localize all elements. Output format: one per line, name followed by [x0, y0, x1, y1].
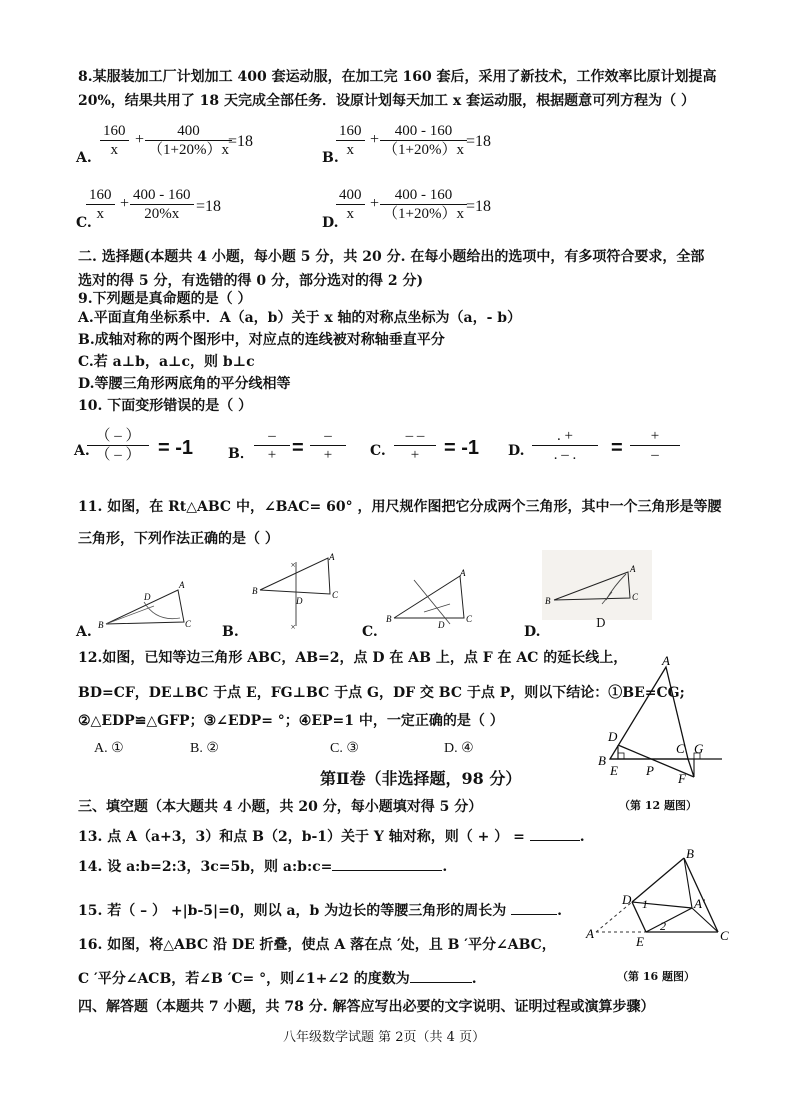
fig12-label-e: E — [610, 763, 618, 778]
fig12-label-g: G — [694, 741, 704, 756]
q8-option-a-rhs: =18 — [228, 133, 254, 150]
q8-option-d-rhs: =18 — [466, 198, 492, 215]
q10-option-a-label: A. — [74, 443, 90, 459]
fig16-label-e: E — [636, 934, 644, 948]
fig11c-label-a: A — [460, 568, 466, 578]
q12-line3: ②△EDP≌△GFP；③∠EDP= °；④EP=1 中，一定正确的是（ ） — [78, 713, 504, 729]
q10-option-b-frac2: – + — [310, 427, 346, 464]
q8-option-b-frac2: $\frac{400 - 160}{(1+20\%)x}$ — [380, 122, 467, 159]
fig11a-label-b: B — [98, 620, 104, 630]
q12-option-d: D. ④ — [444, 741, 474, 756]
q8-option-a-plus: + — [135, 131, 145, 148]
q16-line1: 16. 如图，将△ABC 沿 DE 折叠，使点 A 落在点 ′处，且 B ′平分∠ABC， — [78, 937, 556, 953]
q11-option-b-label: B. — [222, 624, 239, 640]
q9-option-a: A.平面直角坐标系中．A（a，b）关于 x 轴的对称点坐标为（a，- b） — [78, 310, 522, 326]
q8-option-a-label: A. — [76, 150, 92, 166]
q12-option-c: C. ③ — [330, 741, 359, 756]
q8-option-d-frac1: $\frac{400}{x}$ — [336, 186, 365, 223]
q11-option-c-label: C. — [362, 624, 378, 640]
fig16-angle-1: 1 — [642, 897, 648, 911]
fig11a-label-d: D — [144, 592, 151, 602]
fig16-label-a-prime: A′ — [694, 896, 705, 911]
q11-figure-d-caption: D — [596, 616, 606, 630]
fig11d-label-a: A — [630, 564, 636, 574]
q12-option-a: A. ① — [94, 741, 124, 756]
q9-option-c: C.若 a⊥b，a⊥c，则 b⊥c — [78, 354, 255, 370]
fig12-label-d: D — [608, 729, 618, 744]
q10-option-d-label: D. — [508, 443, 525, 459]
q11-option-d-label: D. — [524, 624, 541, 640]
fig16-label-a: A — [586, 926, 594, 941]
fig11c-label-d: D — [438, 620, 445, 630]
q12-figure-caption: （第 12 题图） — [619, 799, 697, 812]
fig11b-label-c: C — [332, 590, 339, 600]
q10-stem: 10. 下面变形错误的是（ ） — [78, 398, 253, 414]
svg-text:×: × — [290, 622, 297, 632]
q8-option-d-plus: + — [370, 195, 380, 212]
q10-option-a-rhs: = -1 — [158, 437, 194, 459]
q8-line1: 8.某服装加工厂计划加工 400 套运动服，在加工完 160 套后，采用了新技术，工作效率比原计划提高 — [78, 69, 717, 85]
fig12-label-a: A — [662, 655, 670, 668]
q8-option-c-label: C. — [76, 215, 92, 231]
fig12-label-f: F — [678, 771, 686, 786]
fig11b-label-a: A — [329, 552, 335, 562]
q12-line1: 12.如图，已知等边三角形 ABC，AB=2，点 D 在 AB 上，点 F 在 AC 的延长线上， — [78, 650, 628, 666]
section2-line1: 二. 选择题(本题共 4 小题，每小题 5 分，共 20 分. 在每小题给出的选项中，有多项符合要求，全部 — [78, 249, 705, 265]
q12-figure — [596, 655, 726, 787]
q10-option-c-label: C. — [370, 443, 386, 459]
q8-option-b-frac1: $\frac{160}{x}$ — [336, 122, 365, 159]
part2-title: 第Ⅱ卷（非选择题，98 分） — [320, 769, 522, 788]
q10-option-b-eq: = — [292, 437, 304, 459]
q16-figure — [584, 846, 740, 948]
fig11b-label-d: D — [296, 596, 303, 606]
q11-figure-b — [250, 552, 345, 634]
q8-option-a-frac1: $\frac{160}{x}$ — [100, 122, 129, 159]
fig16-label-c: C — [720, 928, 729, 943]
q16-blank[interactable] — [410, 982, 472, 983]
q10-option-d-frac1: . + . – . — [532, 427, 598, 464]
q8-option-b-plus: + — [370, 131, 380, 148]
section2-line2: 选对的得 5 分，有选错的得 0 分，部分选对的得 2 分) — [78, 273, 424, 289]
section4-heading: 四、解答题（本题共 7 小题，共 78 分. 解答应写出必要的文字说明、证明过程或演算步骤） — [78, 999, 655, 1015]
q10-option-b-label: B． — [228, 446, 254, 462]
q9-stem: 9.下列题是真命题的是（ ） — [78, 291, 252, 307]
q11-line2: 三角形，下列作法正确的是（ ） — [78, 531, 279, 547]
q11-figure-c — [384, 568, 484, 632]
fig11a-label-c: C — [185, 619, 192, 629]
q8-line2: 20%，结果共用了 18 天完成全部任务．设原计划每天加工 x 套运动服，根据题意可列方程为（ ） — [78, 93, 695, 109]
fig16-angle-2: 2 — [660, 919, 666, 933]
q15: 15. 若（ – ） +|b-5|=0，则以 a，b 为边长的等腰三角形的周长为 . — [78, 903, 562, 919]
q13: 13. 点 A（a+3，3）和点 B（2，b-1）关于 Y 轴对称，则（ + ） = . — [78, 829, 585, 845]
q8-option-a-frac2: $\frac{400}{(1+20\%)x}$ — [145, 122, 232, 159]
q8-option-d-label: D. — [322, 215, 339, 231]
q8-option-b-rhs: =18 — [466, 133, 492, 150]
q10-option-d-frac2: + – — [630, 427, 680, 464]
fig16-label-b: B — [686, 846, 694, 861]
fig16-label-d: D — [622, 892, 632, 907]
section3-heading: 三、填空题（本大题共 4 小题，共 20 分，每小题填对得 5 分） — [78, 799, 483, 815]
fig11a-label-a: A — [179, 580, 185, 590]
q11-figure-d — [542, 550, 652, 620]
q9-option-b: B.成轴对称的两个图形中，对应点的连线被对称轴垂直平分 — [78, 332, 445, 348]
q15-blank[interactable] — [511, 914, 557, 915]
fig11d-label-c: C — [632, 592, 639, 602]
q8-option-c-frac1: $\frac{160}{x}$ — [86, 186, 115, 223]
fig12-label-p: P — [646, 763, 654, 778]
q16-line2: C ′平分∠ACB，若∠B ′C= °，则∠1+∠2 的度数为 . — [78, 971, 477, 987]
fig12-label-b: B — [598, 753, 606, 768]
q14: 14. 设 a:b=2:3，3c=5b，则 a:b:c= . — [78, 859, 448, 875]
fig12-label-c: C — [676, 741, 685, 756]
fig11c-label-b: B — [386, 614, 392, 624]
q16-figure-caption: （第 16 题图） — [617, 970, 695, 983]
page-footer: 八年级数学试题 第 2页（共 4 页） — [283, 1030, 486, 1045]
q13-blank[interactable] — [530, 840, 580, 841]
q9-option-d: D.等腰三角形两底角的平分线相等 — [78, 376, 291, 392]
fig11d-label-b: B — [545, 596, 551, 606]
q11-option-a-label: A. — [76, 624, 92, 640]
q12-line2: BD=CF，DE⊥BC 于点 E，FG⊥BC 于点 G，DF 交 BC 于点 P，则以下结论：①BE=CG; — [78, 685, 685, 701]
q10-option-a-frac: （ – ） （ – ） — [87, 427, 149, 464]
q8-option-c-frac2: $\frac{400 - 160}{20\%x}$ — [130, 186, 194, 223]
q8-option-b-label: B. — [322, 150, 339, 166]
q8-option-c-plus: + — [120, 195, 130, 212]
svg-text:×: × — [290, 560, 297, 570]
q10-option-b-frac1: – + — [254, 427, 290, 464]
q12-option-b: B. ② — [190, 741, 219, 756]
fig11b-label-b: B — [252, 586, 258, 596]
q8-option-d-frac2: $\frac{400 - 160}{(1+20\%)x}$ — [380, 186, 467, 223]
q11-line1: 11. 如图，在 Rt△ABC 中，∠BAC= 60° ，用尺规作图把它分成两个三角形，其中一个三角形是等腰 — [78, 499, 722, 515]
q14-blank[interactable] — [332, 870, 442, 871]
q8-option-c-rhs: =18 — [196, 198, 222, 215]
q10-option-d-eq: = — [611, 437, 623, 459]
fig11c-label-c: C — [466, 614, 473, 624]
q11-figure-a — [96, 572, 196, 634]
q10-option-c-rhs: = -1 — [444, 437, 480, 459]
q10-option-c-frac: – – + — [394, 427, 436, 464]
